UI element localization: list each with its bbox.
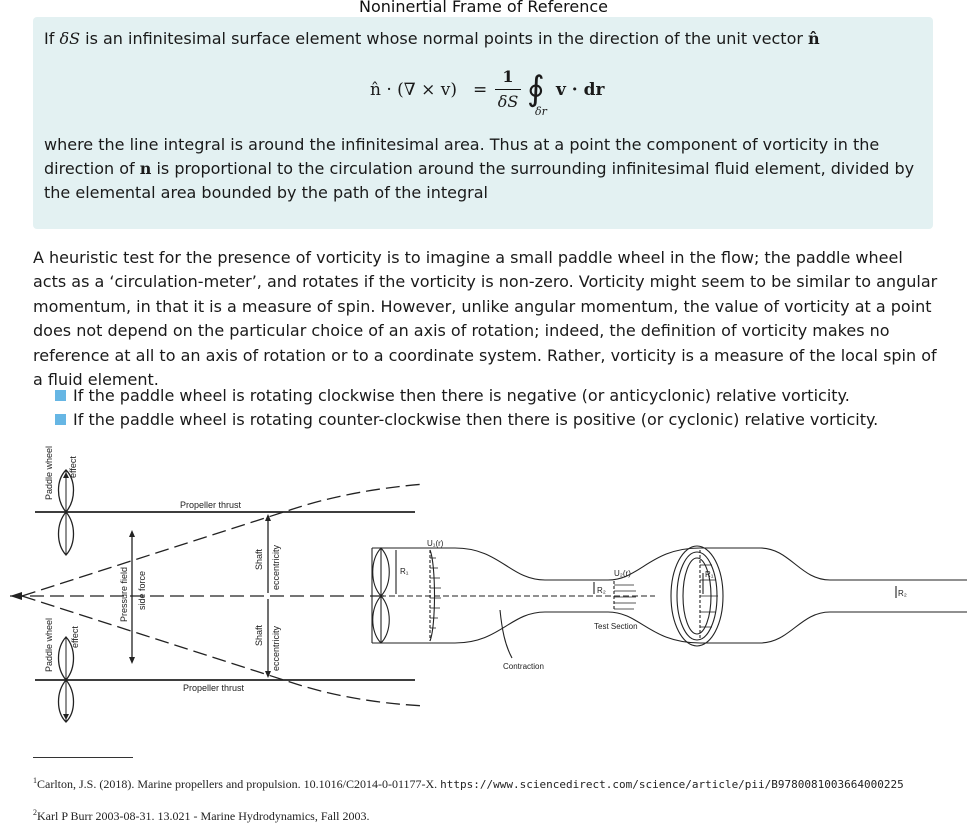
callout-body xyxy=(44,133,929,205)
centerline-arrowhead xyxy=(10,592,22,600)
footnote-2 xyxy=(33,808,370,824)
callout-body-part1: where the line integral is around the infinitesimal area. Thus at a point the component of vorticity in the direction of xyxy=(44,135,880,178)
intro-vector: n̂ xyxy=(808,29,820,48)
tunnel-lower-wall xyxy=(372,612,967,643)
footnote-text: Carlton, J.S. (2018). Marine propellers and propulsion. 10.1016/C2014-0-01177-X. xyxy=(37,777,441,791)
definition-callout xyxy=(33,17,933,229)
callout-intro xyxy=(44,29,820,48)
effect-label-upper: effect xyxy=(68,456,78,478)
u1-label: U₁(r) xyxy=(427,539,444,548)
r1-label: R₁ xyxy=(400,567,409,576)
upper-eccentricity-arrowhead xyxy=(265,514,271,521)
lower-eccentricity-arrowhead xyxy=(265,671,271,678)
fraction-numerator: 1 xyxy=(502,67,514,86)
bullet-square-icon xyxy=(55,390,66,401)
contraction-pointer xyxy=(500,610,512,658)
footnote-number: 2 xyxy=(33,808,37,817)
list-item-text: If the paddle wheel is rotating counter-clockwise then there is positive (or cyclonic) relative vorticity. xyxy=(73,410,879,429)
bullet-square-icon xyxy=(55,414,66,425)
contraction-label: Contraction xyxy=(503,662,544,671)
wind-tunnel-diagram xyxy=(372,546,967,658)
exit-r2-label: R₂ xyxy=(898,589,907,598)
curl-equation xyxy=(33,67,933,127)
paddle-wheel-label-upper: Paddle wheel xyxy=(44,445,54,500)
tunnel-upper-wall xyxy=(372,548,967,580)
equation-lhs: n̂ · (∇ × v) xyxy=(370,80,457,100)
list-item-text: If the paddle wheel is rotating clockwise then there is negative (or anticyclonic) relative vorticity. xyxy=(73,386,850,405)
callout-body-vector: n xyxy=(139,159,152,178)
propeller-thrust-label-bottom: Propeller thrust xyxy=(183,683,245,693)
u2-velocity-arrows xyxy=(614,585,636,609)
side-force-arrowhead-up xyxy=(129,530,135,537)
fraction-bar xyxy=(495,89,521,90)
side-force-label: side force xyxy=(137,570,147,610)
bullet-list xyxy=(55,384,878,432)
eccentricity-label-lower: eccentricity xyxy=(271,625,281,671)
equation-rhs: v · dr xyxy=(556,80,605,100)
contour-integral-symbol: ∮ xyxy=(527,69,545,109)
intro-prefix: If xyxy=(44,29,60,48)
r2-label: R₂ xyxy=(597,586,606,595)
u1-velocity-arrows xyxy=(430,558,441,628)
u2-label: U₂(r) xyxy=(614,569,631,578)
footnote-1 xyxy=(33,776,904,792)
intro-suffix: is an infinitesimal surface element whose normal points in the direction of the unit vector xyxy=(80,29,809,48)
footnote-text: Karl P Burr 2003-08-31. 13.021 - Marine Hydrodynamics, Fall 2003. xyxy=(37,809,370,823)
list-item xyxy=(55,384,878,408)
equation-equals: = xyxy=(473,80,488,100)
intro-symbol: δS xyxy=(59,29,81,48)
fraction-denominator: δS xyxy=(497,92,519,111)
integral-subscript: δr xyxy=(535,105,547,118)
pressure-field-label: Pressure field xyxy=(119,566,129,622)
footnote-divider xyxy=(33,757,133,758)
shaft-label-upper: Shaft xyxy=(254,548,264,570)
vorticity-paragraph: A heuristic test for the presence of vorticity is to imagine a small paddle wheel in the flow; the paddle wheel acts as a ‘circulation-meter’, and rotates if the vorticity is non-zero. Vorticity might seem to be similar to angular momentum, in that it is a measure of spin. However, unlike angular momentum, the value of vorticity at a point does not depend on the particular choice of an axis of rotation; indeed, the definition of vorticity makes no reference at all to an axis of rotation or to a coordinate system. Rather, vorticity is a measure of the local spin of a fluid element. xyxy=(33,248,938,390)
callout-body-part2: is proportional to the circulation around the surrounding infinitesimal fluid element, divided by the elemental area bounded by the path of the integral xyxy=(44,159,915,202)
outlet-r1-label: R₁ xyxy=(705,570,714,579)
footnote-number: 1 xyxy=(33,776,37,785)
footnote-link[interactable]: https://www.sciencedirect.com/science/article/pii/B9780081003664000225 xyxy=(440,778,904,791)
vorticity-figures xyxy=(0,440,967,740)
eccentricity-label-upper: eccentricity xyxy=(271,544,281,590)
list-item xyxy=(55,408,878,432)
effect-label-lower: effect xyxy=(70,626,80,648)
paddle-wheel-label-lower: Paddle wheel xyxy=(44,617,54,672)
equation-fraction xyxy=(495,67,521,111)
test-section-label: Test Section xyxy=(594,622,638,631)
propeller-thrust-label-top: Propeller thrust xyxy=(180,500,242,510)
page-title: Noninertial Frame of Reference xyxy=(359,0,608,16)
shaft-label-lower: Shaft xyxy=(254,624,264,646)
side-force-arrowhead-down xyxy=(129,657,135,664)
